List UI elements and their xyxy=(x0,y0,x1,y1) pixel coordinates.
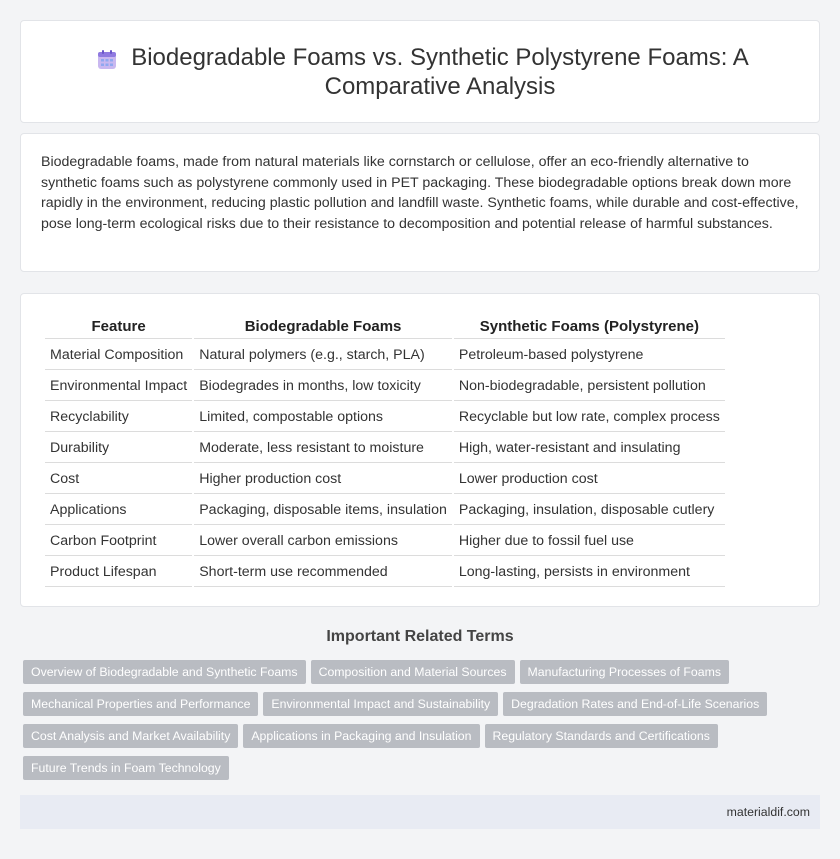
related-term-tag[interactable]: Regulatory Standards and Certifications xyxy=(485,724,718,748)
summary-text: Biodegradable foams, made from natural materials like cornstarch or cellulose, offer an eco-friendly alternative to synthetic foams such as polystyrene commonly used in PET packaging. These biodegradable options break down more rapidly in the environment, reducing plastic pollution and landfill waste. Synthetic foams, while durable and cost-effective, pose long-term ecological risks due to their resistance to decomposition and potential release of harmful substances. xyxy=(41,154,799,232)
feature-cell: Recyclability xyxy=(45,403,192,432)
feature-cell: Applications xyxy=(45,496,192,525)
related-term-tag[interactable]: Degradation Rates and End-of-Life Scenarios xyxy=(503,692,767,716)
related-terms-title: Important Related Terms xyxy=(326,628,514,645)
title-card xyxy=(20,20,820,123)
feature-cell: Durability xyxy=(45,434,192,463)
table-row xyxy=(45,372,725,401)
related-terms-list xyxy=(23,660,813,788)
synthetic-cell: Recyclable but low rate, complex process xyxy=(454,403,725,432)
header-synthetic: Synthetic Foams (Polystyrene) xyxy=(454,314,725,339)
table-row xyxy=(45,527,725,556)
table-header-row xyxy=(45,314,725,339)
biodegradable-cell: Short-term use recommended xyxy=(194,558,452,587)
table-row xyxy=(45,465,725,494)
header-biodegradable: Biodegradable Foams xyxy=(194,314,452,339)
comparison-table xyxy=(43,312,727,589)
synthetic-cell: High, water-resistant and insulating xyxy=(454,434,725,463)
footer-site-link[interactable]: materialdif.com xyxy=(726,805,810,819)
feature-cell: Environmental Impact xyxy=(45,372,192,401)
table-row xyxy=(45,434,725,463)
synthetic-cell: Long-lasting, persists in environment xyxy=(454,558,725,587)
footer xyxy=(20,795,820,829)
synthetic-cell: Lower production cost xyxy=(454,465,725,494)
related-term-tag[interactable]: Future Trends in Foam Technology xyxy=(23,756,229,780)
feature-cell: Carbon Footprint xyxy=(45,527,192,556)
biodegradable-cell: Packaging, disposable items, insulation xyxy=(194,496,452,525)
synthetic-cell: Packaging, insulation, disposable cutlery xyxy=(454,496,725,525)
table-row xyxy=(45,341,725,370)
header-feature: Feature xyxy=(45,314,192,339)
related-term-tag[interactable]: Mechanical Properties and Performance xyxy=(23,692,258,716)
summary-card xyxy=(20,133,820,272)
related-term-tag[interactable]: Manufacturing Processes of Foams xyxy=(520,660,729,684)
biodegradable-cell: Limited, compostable options xyxy=(194,403,452,432)
biodegradable-cell: Biodegrades in months, low toxicity xyxy=(194,372,452,401)
synthetic-cell: Higher due to fossil fuel use xyxy=(454,527,725,556)
related-term-tag[interactable]: Applications in Packaging and Insulation xyxy=(243,724,479,748)
related-term-tag[interactable]: Environmental Impact and Sustainability xyxy=(263,692,498,716)
synthetic-cell: Petroleum-based polystyrene xyxy=(454,341,725,370)
biodegradable-cell: Moderate, less resistant to moisture xyxy=(194,434,452,463)
page-title: Biodegradable Foams vs. Synthetic Polystyrene Foams: A Comparative Analysis xyxy=(131,44,749,100)
table-row xyxy=(45,558,725,587)
related-term-tag[interactable]: Overview of Biodegradable and Synthetic Foams xyxy=(23,660,306,684)
related-term-tag[interactable]: Cost Analysis and Market Availability xyxy=(23,724,238,748)
biodegradable-cell: Lower overall carbon emissions xyxy=(194,527,452,556)
biodegradable-cell: Higher production cost xyxy=(194,465,452,494)
feature-cell: Material Composition xyxy=(45,341,192,370)
feature-cell: Product Lifespan xyxy=(45,558,192,587)
feature-cell: Cost xyxy=(45,465,192,494)
related-term-tag[interactable]: Composition and Material Sources xyxy=(311,660,515,684)
synthetic-cell: Non-biodegradable, persistent pollution xyxy=(454,372,725,401)
table-row xyxy=(45,403,725,432)
table-row xyxy=(45,496,725,525)
biodegradable-cell: Natural polymers (e.g., starch, PLA) xyxy=(194,341,452,370)
comparison-card xyxy=(20,293,820,607)
